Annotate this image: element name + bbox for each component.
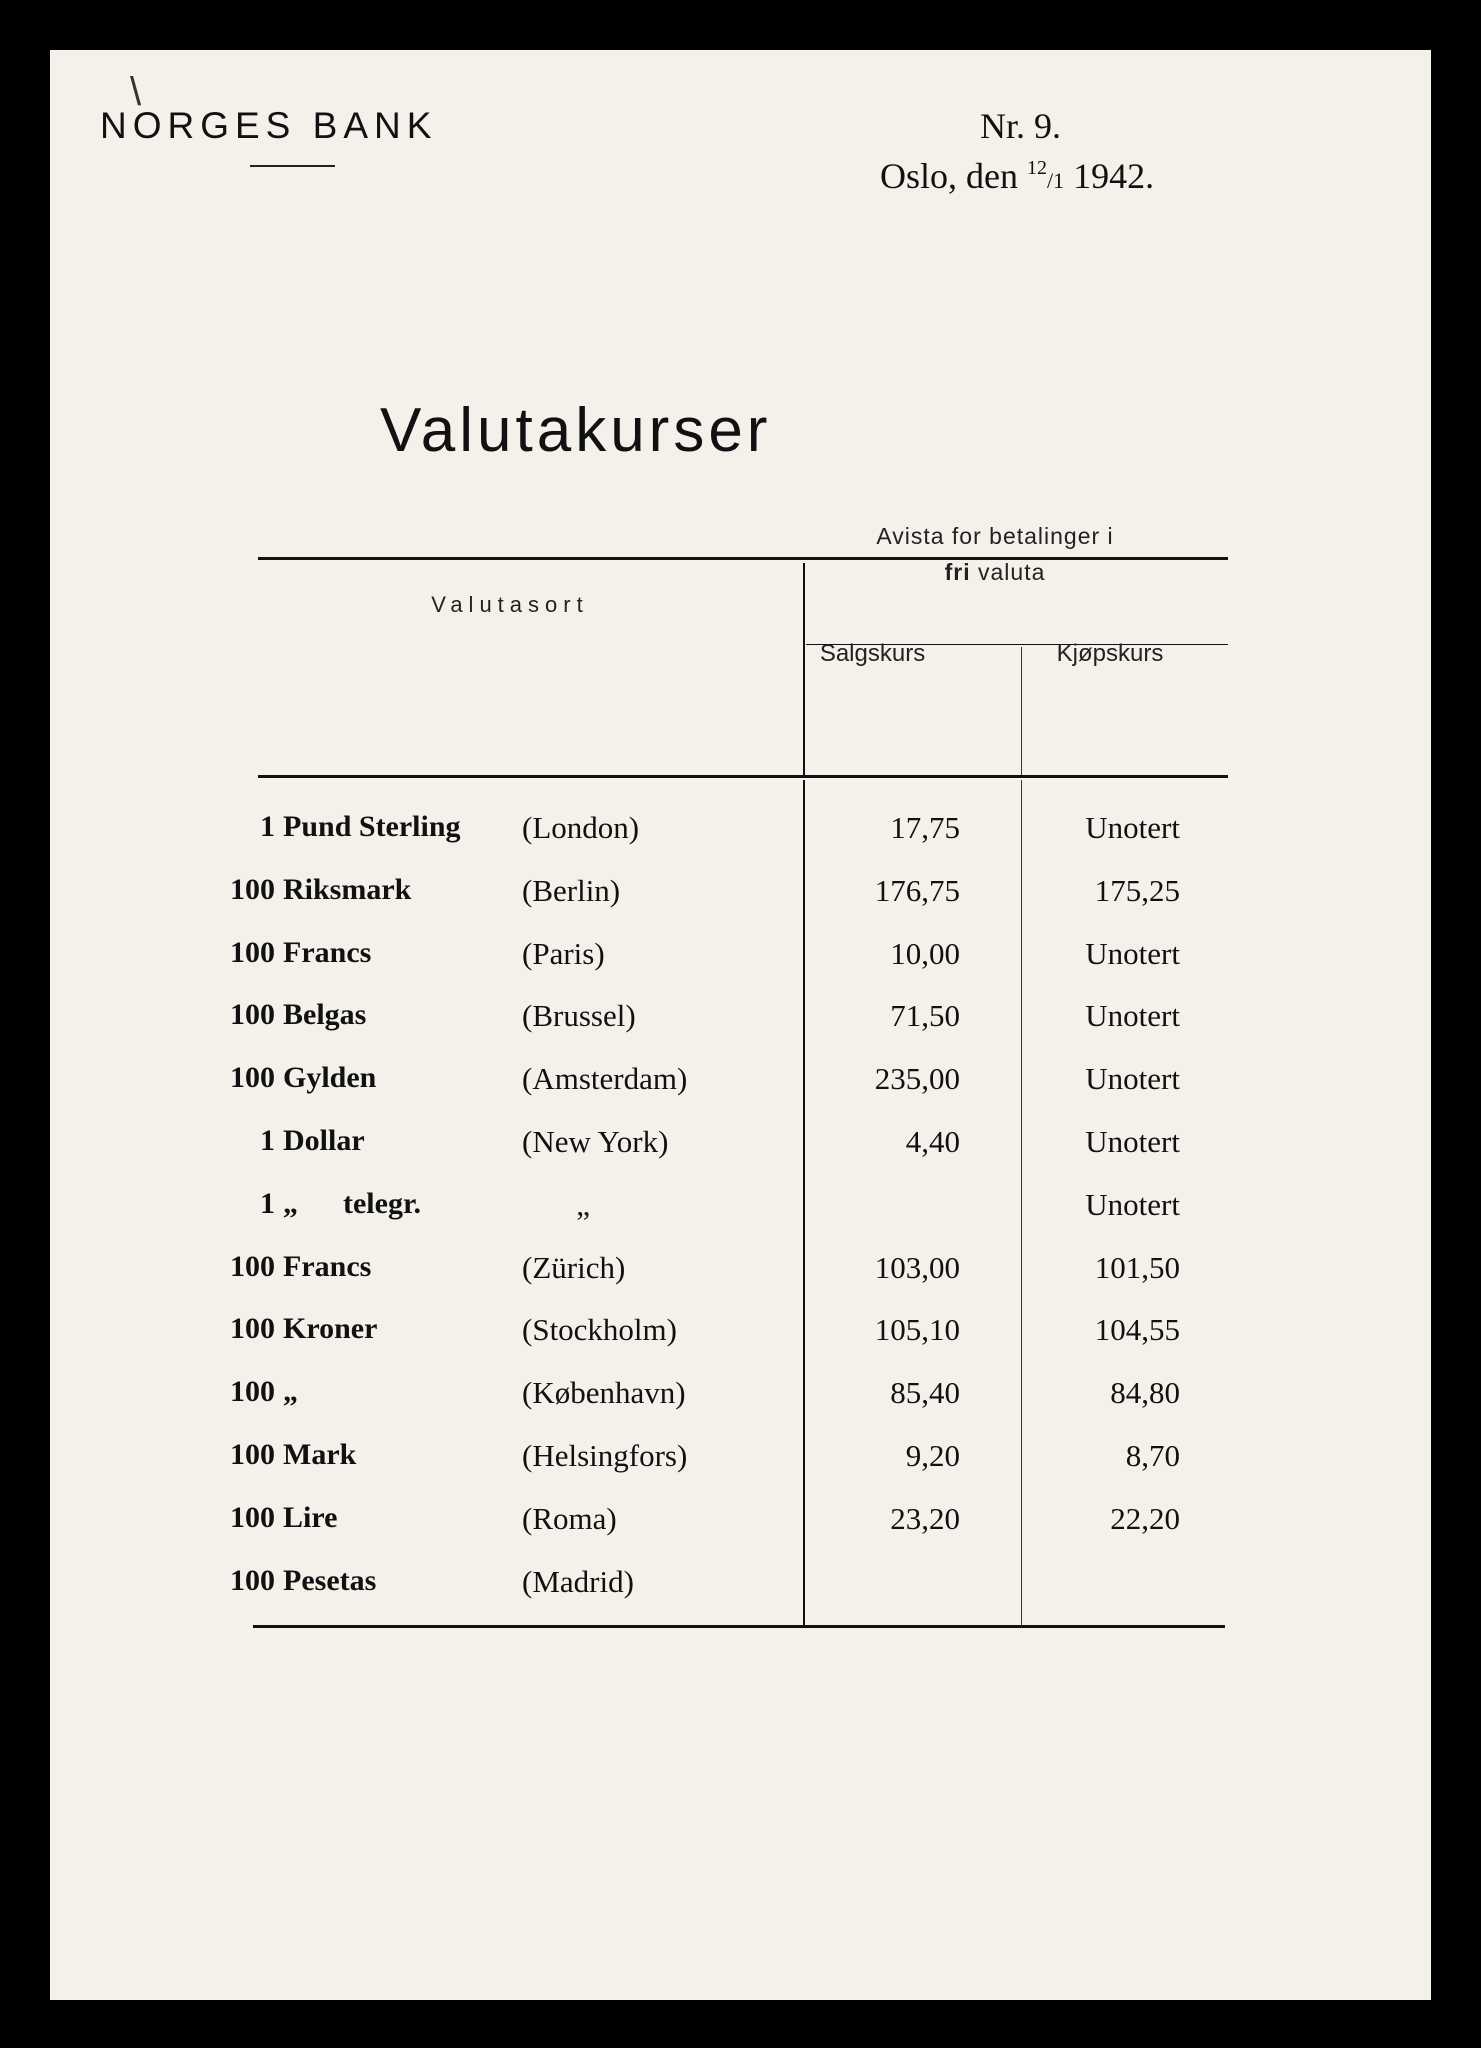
cell-salgskurs: 71,50 bbox=[890, 998, 960, 1034]
cell-salgskurs: 17,75 bbox=[890, 810, 960, 845]
cell-currency: Riksmark bbox=[283, 872, 412, 906]
cell-city: (København) bbox=[522, 1375, 686, 1411]
date-year: 1942. bbox=[1073, 156, 1155, 196]
cell-currency: Pesetas bbox=[283, 1563, 377, 1597]
bank-name: NORGES BANK bbox=[100, 105, 438, 146]
cell-amount: 100 bbox=[230, 1438, 275, 1471]
cell-currency: Gylden bbox=[283, 1061, 377, 1095]
cell-kjopskurs: Unotert bbox=[1085, 935, 1180, 971]
date-month: /1 bbox=[1047, 168, 1065, 193]
cell-kjopskurs: 104,55 bbox=[1094, 1312, 1180, 1348]
issue-number: Nr. 9. bbox=[980, 106, 1061, 146]
cell-kjopskurs: 101,50 bbox=[1094, 1249, 1180, 1285]
cell-currency: „ bbox=[283, 1375, 298, 1409]
cell-kjopskurs: 22,20 bbox=[1110, 1500, 1180, 1536]
table-row bbox=[0, 810, 1481, 872]
column-group-header-line2: fri valuta bbox=[944, 559, 1046, 585]
cell-currency: „ telegr. bbox=[283, 1186, 422, 1220]
cell-kjopskurs: Unotert bbox=[1085, 1186, 1180, 1222]
cell-amount: 100 bbox=[230, 1563, 275, 1597]
cell-amount: 100 bbox=[230, 1375, 275, 1409]
cell-amount: 1 bbox=[260, 810, 275, 843]
cell-amount: 100 bbox=[230, 1312, 275, 1346]
cell-currency: Lire bbox=[283, 1500, 338, 1534]
table-row bbox=[0, 1061, 1481, 1123]
cell-salgskurs: 4,40 bbox=[905, 1124, 960, 1159]
cell-salgskurs: 105,10 bbox=[874, 1312, 960, 1348]
date-prefix: Oslo, den bbox=[880, 156, 1018, 196]
cell-currency: Kroner bbox=[283, 1312, 378, 1346]
cell-kjopskurs: Unotert bbox=[1085, 1124, 1180, 1159]
table-row bbox=[0, 1438, 1481, 1500]
cell-currency: Belgas bbox=[283, 998, 367, 1032]
cell-city: (Zürich) bbox=[522, 1249, 626, 1285]
column-header-kjopskurs: Kjøpskurs bbox=[1056, 640, 1164, 667]
cell-amount: 100 bbox=[230, 872, 275, 906]
table-row bbox=[0, 998, 1481, 1060]
table-row bbox=[0, 1250, 1481, 1312]
column-group-header-line1: Avista for betalinger i bbox=[876, 523, 1114, 549]
table-row bbox=[0, 1375, 1481, 1437]
cell-salgskurs: 10,00 bbox=[890, 935, 960, 971]
date-day: 12 bbox=[1027, 157, 1047, 179]
cell-city: (Stockholm) bbox=[522, 1312, 677, 1348]
cell-city: (London) bbox=[522, 810, 640, 845]
cell-kjopskurs: Unotert bbox=[1085, 998, 1180, 1034]
cell-salgskurs: 23,20 bbox=[890, 1500, 960, 1536]
cell-currency: Pund Sterling bbox=[283, 810, 461, 843]
cell-city: (Roma) bbox=[522, 1500, 617, 1536]
table-row bbox=[0, 873, 1481, 935]
cell-currency: Mark bbox=[283, 1438, 357, 1471]
table-row bbox=[0, 1564, 1481, 1626]
column-header-salgskurs: Salgskurs bbox=[819, 640, 926, 667]
cell-city: „ bbox=[522, 1186, 591, 1222]
cell-kjopskurs: Unotert bbox=[1085, 1061, 1180, 1097]
table-row bbox=[0, 936, 1481, 998]
cell-salgskurs: 85,40 bbox=[890, 1375, 960, 1411]
bank-name-underline bbox=[250, 165, 335, 167]
column-group-header bbox=[760, 518, 1230, 590]
cell-amount: 100 bbox=[230, 935, 275, 969]
document-title: Valutakurser bbox=[380, 396, 772, 465]
cell-kjopskurs: Unotert bbox=[1085, 810, 1180, 845]
cell-amount: 100 bbox=[230, 1249, 275, 1283]
cell-salgskurs: 176,75 bbox=[874, 872, 960, 908]
check-mark-icon: \ bbox=[130, 70, 142, 114]
cell-amount: 100 bbox=[230, 1061, 275, 1095]
cell-amount: 100 bbox=[230, 1500, 275, 1534]
table-row bbox=[0, 1124, 1481, 1186]
cell-kjopskurs: 84,80 bbox=[1110, 1375, 1180, 1411]
cell-amount: 1 bbox=[260, 1124, 275, 1157]
cell-salgskurs: 235,00 bbox=[874, 1061, 960, 1097]
cell-kjopskurs: 8,70 bbox=[1125, 1438, 1180, 1473]
cell-currency: Francs bbox=[283, 1249, 372, 1283]
cell-city: (Helsingfors) bbox=[522, 1438, 688, 1473]
cell-amount: 1 bbox=[260, 1186, 275, 1220]
cell-city: (Brussel) bbox=[522, 998, 636, 1034]
cell-kjopskurs: 175,25 bbox=[1094, 872, 1180, 908]
cell-city: (Paris) bbox=[522, 935, 605, 971]
cell-salgskurs: 103,00 bbox=[874, 1249, 960, 1285]
cell-currency: Dollar bbox=[283, 1124, 365, 1157]
table-row bbox=[0, 1501, 1481, 1563]
cell-amount: 100 bbox=[230, 998, 275, 1032]
table-row bbox=[0, 1312, 1481, 1374]
cell-city: (Berlin) bbox=[522, 872, 621, 908]
cell-currency: Francs bbox=[283, 935, 372, 969]
table-row bbox=[0, 1187, 1481, 1249]
column-header-valutasort: Valutasort bbox=[431, 592, 589, 617]
cell-city: (New York) bbox=[522, 1124, 669, 1159]
cell-city: (Amsterdam) bbox=[522, 1061, 688, 1097]
cell-salgskurs: 9,20 bbox=[905, 1438, 960, 1473]
issue-date bbox=[880, 155, 1154, 197]
cell-city: (Madrid) bbox=[522, 1563, 634, 1599]
